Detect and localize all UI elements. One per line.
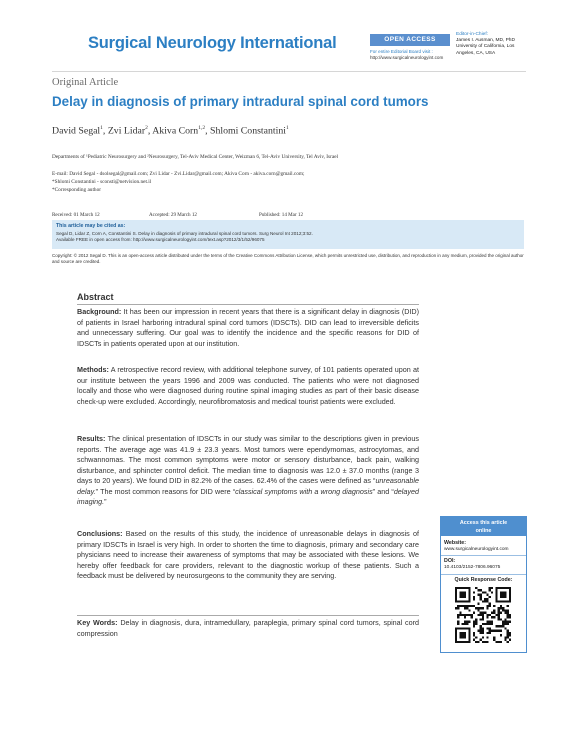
editorial-board-link[interactable]: http://www.surgicalneurologyint.com xyxy=(370,55,444,60)
abstract-divider xyxy=(77,304,419,305)
author-name: David Segal xyxy=(52,125,101,137)
abstract-results xyxy=(77,434,419,508)
section-text: Based on the results of this study, the incidence of unreasonable delays in diagnosis of primary IDSCTs in Israel is very high. In order to shorten the time to diagnosis, primary and secondary care physicians need to increase their awareness of symptoms that may be associated with these lesions. We hereby offer feedback for care providers, relevant to the diagnostic workup of these patients. Such a feedback must be delivered by neurosurgeons to the community they are serving. xyxy=(77,529,419,580)
doi-label: DOI: xyxy=(444,558,456,564)
access-box-heading xyxy=(441,517,526,536)
section-label: Methods: xyxy=(77,365,109,374)
author-affiliation-sup: 1,2 xyxy=(198,125,206,131)
section-text: ” xyxy=(104,497,107,506)
section-text: The clinical presentation of IDSCTs in our study was similar to the descriptions given in previous reports. The average age was 41.9 ± 23.3 years. Most tumors were ependymomas, astrocytomas, and schwannomas. The most common symptoms were motor or sensory disturbance, back pain, walking disturbance, and sphincter control deficit. The median time to diagnosis was 12.0 ± 37.0 months (range 3 days to 20 years). We found DID in 82.2% of the cases. 62.4% of the cases were defined as “ xyxy=(77,434,419,485)
email-line[interactable]: *Shlomi Constantini - sconsti@netvision.net.il xyxy=(52,179,152,185)
abstract-conclusions xyxy=(77,529,419,582)
author-name: Shlomi Constantini xyxy=(210,125,286,137)
author-affiliation-sup: 1 xyxy=(100,125,103,131)
editorial-board-note xyxy=(370,49,443,61)
corresponding-author-note: *Corresponding author xyxy=(52,187,101,193)
section-text: A retrospective record review, with additional telephone survey, of 101 patients operated upon at our institute between the years 1996 and 2009 was conducted. The patients who were not diagnosed locally and those who were diagnosed during routine spinal imaging studies as part of their basic disease check-up were excluded. Accordingly, neurofibromatosis and medical tourist patients were excluded. xyxy=(77,365,419,406)
editor-in-chief xyxy=(456,32,515,57)
access-heading-line: online xyxy=(475,528,492,534)
citation-text: Segal D, Lidar Z, Corn A, Constantini S. Delay in diagnosis of primary intradural spinal cord tumors. Surg Neurol Int 2012;3:52. xyxy=(56,231,313,236)
author-affiliation-sup: 1 xyxy=(285,125,289,131)
copyright-notice: Copyright: © 2012 Segal D. This is an open-access article distributed under the terms of the Creative Commons Attribution License, which permits unrestricted use, distribution, and reproduction in any medium, provided the original author and source are credited. xyxy=(52,253,524,264)
article-type: Original Article xyxy=(52,77,119,88)
received-date: Received: 01 March 12 xyxy=(52,212,100,218)
doi-value[interactable]: 10.4103/2152-7806.96075 xyxy=(444,565,501,570)
published-date: Published: 14 Mar 12 xyxy=(259,212,304,218)
abstract-keywords xyxy=(77,618,419,639)
contact-emails xyxy=(52,170,482,194)
emphasis-text: classical symptoms with a wrong diagnosis xyxy=(235,486,373,496)
eic-label: Editor-in-Chief: xyxy=(456,32,488,37)
article-title: Delay in diagnosis of primary intradural spinal cord tumors xyxy=(52,94,429,109)
access-heading-line: Access this article xyxy=(459,520,508,526)
section-label: Conclusions: xyxy=(77,529,123,538)
accepted-date: Accepted: 29 March 12 xyxy=(149,212,197,218)
citation-link[interactable]: Available FREE in open access from: http://www.surgicalneurologyint.com/text.asp?2012/3/1/52/96075 xyxy=(56,236,265,242)
access-box-divider xyxy=(441,555,526,556)
citation-box xyxy=(52,220,524,249)
email-line[interactable]: E-mail: David Segal - dsolsegal@gmail.com; Zvi Lidar - Zvi.Lidar@gmail.com; Akiva Corn - akiva.corn@gmail.com; xyxy=(52,171,305,177)
header-divider xyxy=(52,71,526,72)
author-name: Akiva Corn xyxy=(152,125,199,137)
author-name: Zvi Lidar xyxy=(107,125,146,137)
website-link[interactable]: www.surgicalneurologyint.com xyxy=(444,547,509,552)
citation-heading: This article may be cited as: xyxy=(56,223,126,229)
author-list: David Segal$^1$, Zvi Lidar$^2$, Akiva Corn$^{1,2}$, Shlomi Constantini$^1$ xyxy=(52,125,289,137)
open-access-badge: OPEN ACCESS xyxy=(370,34,450,46)
emphasis-text: unreasonable delay. xyxy=(77,476,419,496)
access-box-divider xyxy=(441,574,526,575)
section-text: ” The most common reasons for DID were “ xyxy=(95,486,236,496)
qr-code[interactable] xyxy=(455,587,511,643)
qr-code-label: Quick Response Code: xyxy=(454,577,513,583)
eic-city: Angeles, CA, USA xyxy=(456,50,496,56)
journal-name: Surgical Neurology International xyxy=(88,34,337,52)
abstract-background xyxy=(77,307,419,349)
emphasis-text: delayed imaging. xyxy=(77,486,419,506)
section-text: ” and “ xyxy=(372,486,394,496)
abstract-methods xyxy=(77,365,419,407)
website-label: Website: xyxy=(444,540,466,546)
keywords-divider xyxy=(77,615,419,616)
eic-name: James I. Ausman, MD, PhD xyxy=(456,38,515,44)
abstract-heading: Abstract xyxy=(77,292,114,302)
section-label: Results: xyxy=(77,434,106,443)
section-text: Delay in diagnosis, dura, intramedullary, paraplegia, primary spinal cord tumors, spinal cord compression xyxy=(77,618,420,638)
section-text: It has been our impression in recent years that there is a significant delay in diagnosis (DID) of patients in Israel harboring intradural spinal cord tumors (IDSCTs). DID can lead to irreversible deficits and unnecessary suffering. Our goal was to identify the incidence and the specific reasons for DID of IDSCTs in patients operated upon at our institution. xyxy=(77,307,419,348)
eic-affiliation: University of California, Los xyxy=(456,44,515,50)
editorial-board-line1: For entire Editorial Board visit : xyxy=(370,49,433,54)
affiliations: Departments of ¹Pediatric Neurosurgery and ²Neurosurgery, Tel-Aviv Medical Center, Weizman 6, Tel-Aviv University, Tel Aviv, Israel xyxy=(52,154,339,160)
section-label: Background: xyxy=(77,307,122,316)
section-label: Key Words: xyxy=(77,618,118,627)
author-affiliation-sup: 2 xyxy=(145,125,148,131)
